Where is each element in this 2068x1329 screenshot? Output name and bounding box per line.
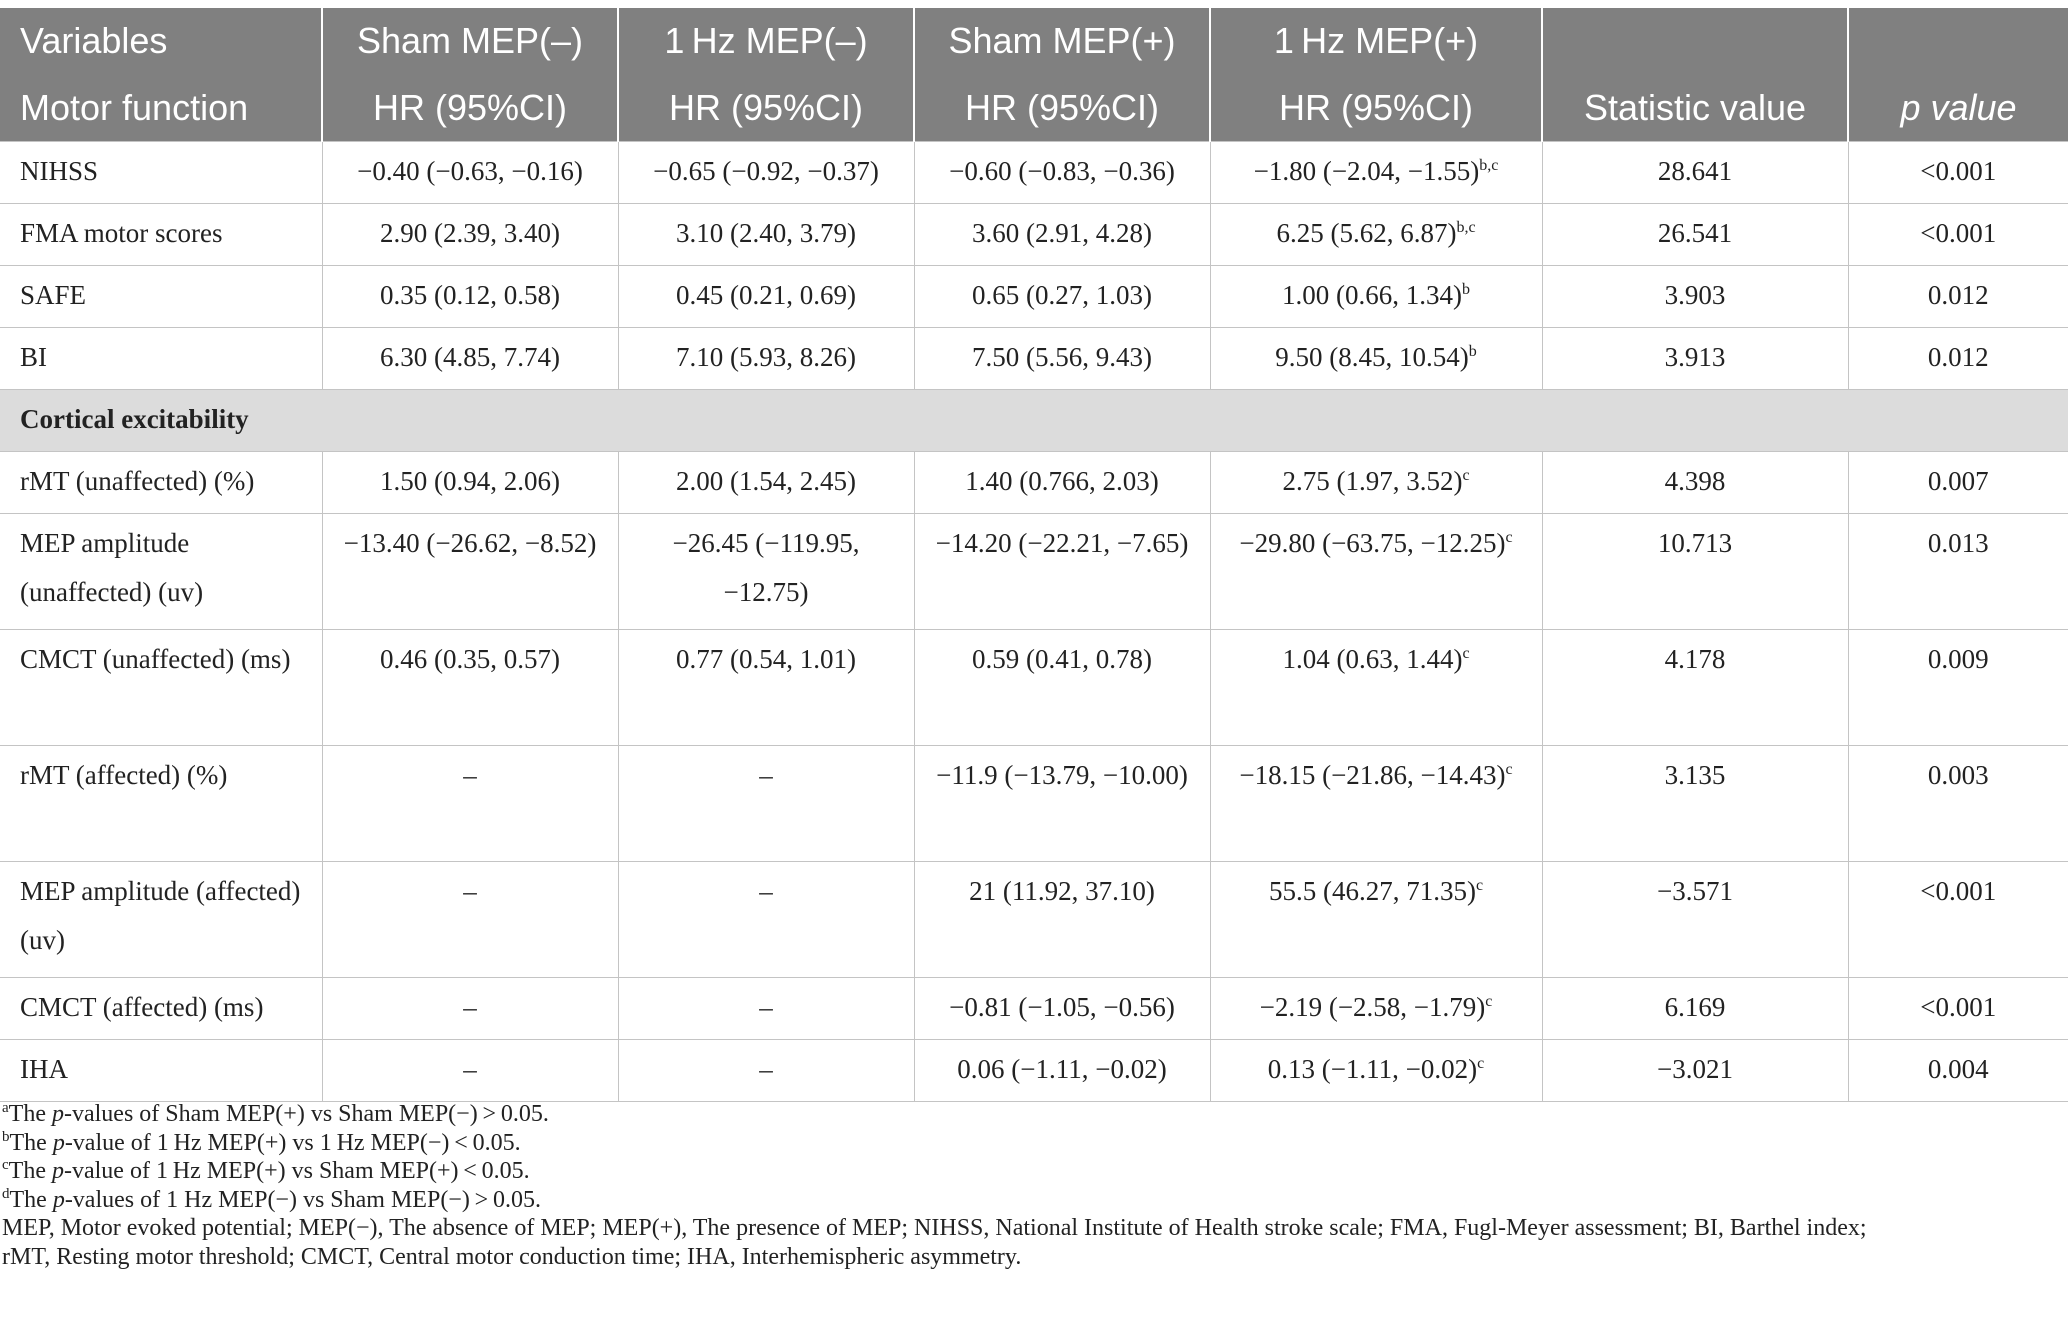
hr-cell: 21 (11.92, 37.10) — [914, 862, 1210, 978]
row-label: rMT (affected) (%) — [0, 746, 322, 862]
footnote — [2, 1186, 2062, 1215]
hr-cell: 3.60 (2.91, 4.28) — [914, 204, 1210, 266]
hr-cell: – — [322, 746, 618, 862]
abbreviations-line: rMT, Resting motor threshold; CMCT, Central motor conduction time; IHA, Interhemispheric asymmetry. — [2, 1243, 1022, 1270]
table-body — [0, 142, 2068, 1102]
footnote — [2, 1129, 2062, 1158]
header-hr-ci: HR (95%CI) — [1210, 74, 1542, 142]
statistic-cell: −3.571 — [1542, 862, 1848, 978]
footnote-italic: p — [52, 1186, 65, 1213]
footnote-mark: c — [2, 1157, 9, 1173]
hr-cell: – — [618, 746, 914, 862]
header-hr-ci: HR (95%CI) — [322, 74, 618, 142]
header-hr-ci: HR (95%CI) — [618, 74, 914, 142]
table-row — [0, 978, 2068, 1040]
p-value-cell: 0.013 — [1848, 514, 2068, 630]
hr-value: 1.04 (0.63, 1.44) — [1282, 644, 1463, 674]
hr-cell: 0.06 (−1.11, −0.02) — [914, 1040, 1210, 1102]
hr-cell — [1210, 142, 1542, 204]
statistic-cell: 3.135 — [1542, 746, 1848, 862]
hr-cell: 7.50 (5.56, 9.43) — [914, 328, 1210, 390]
header-sham-mep-neg: Sham MEP(–) — [322, 8, 618, 74]
footnote-text: -value of 1 Hz MEP(+) vs Sham MEP(+) < 0.05. — [63, 1158, 530, 1184]
hr-cell — [1210, 978, 1542, 1040]
hr-cell: −11.9 (−13.79, −10.00) — [914, 746, 1210, 862]
footnote — [2, 1100, 2062, 1129]
p-value-cell: 0.003 — [1848, 746, 2068, 862]
statistic-cell: 10.713 — [1542, 514, 1848, 630]
footnote-text: -values of Sham MEP(+) vs Sham MEP(−) > 0.05. — [63, 1101, 549, 1127]
hr-cell: 1.40 (0.766, 2.03) — [914, 452, 1210, 514]
table-row — [0, 1040, 2068, 1102]
hr-cell: −26.45 (−119.95, −12.75) — [618, 514, 914, 630]
hr-cell: 0.35 (0.12, 0.58) — [322, 266, 618, 328]
footnote-italic: p — [52, 1129, 65, 1156]
hr-value: 0.13 (−1.11, −0.02) — [1267, 1054, 1478, 1084]
header-row-2 — [0, 74, 2068, 142]
hr-cell: 0.77 (0.54, 1.01) — [618, 630, 914, 746]
hr-cell: 6.30 (4.85, 7.74) — [322, 328, 618, 390]
hr-value: −2.19 (−2.58, −1.79) — [1259, 992, 1486, 1022]
statistic-cell: 3.903 — [1542, 266, 1848, 328]
statistic-cell: 6.169 — [1542, 978, 1848, 1040]
footnote-text: The — [8, 1158, 52, 1184]
row-label: rMT (unaffected) (%) — [0, 452, 322, 514]
significance-mark: b,c — [1456, 219, 1476, 236]
hr-cell: – — [618, 978, 914, 1040]
table-row — [0, 328, 2068, 390]
row-label: MEP amplitude (affected) (uv) — [0, 862, 322, 978]
p-value-cell: 0.009 — [1848, 630, 2068, 746]
row-label: MEP amplitude (unaffected) (uv) — [0, 514, 322, 630]
hr-cell: – — [322, 1040, 618, 1102]
hr-cell — [1210, 862, 1542, 978]
p-value-cell: 0.012 — [1848, 328, 2068, 390]
statistic-cell: 4.178 — [1542, 630, 1848, 746]
hr-cell: 0.59 (0.41, 0.78) — [914, 630, 1210, 746]
header-motor-function: Motor function — [0, 74, 322, 142]
footnote-text: -value of 1 Hz MEP(+) vs 1 Hz MEP(−) < 0.05. — [64, 1129, 521, 1156]
p-value-cell: <0.001 — [1848, 862, 2068, 978]
p-value-cell: <0.001 — [1848, 204, 2068, 266]
section-row — [0, 390, 2068, 452]
results-table — [0, 8, 2068, 1102]
hr-cell — [1210, 1040, 1542, 1102]
table-row — [0, 862, 2068, 978]
hr-value: −18.15 (−21.86, −14.43) — [1239, 760, 1506, 790]
hr-cell: – — [322, 978, 618, 1040]
significance-mark: b — [1468, 343, 1477, 360]
hr-cell: 3.10 (2.40, 3.79) — [618, 204, 914, 266]
statistic-cell: 4.398 — [1542, 452, 1848, 514]
hr-value: 6.25 (5.62, 6.87) — [1276, 218, 1457, 248]
footnote-mark: d — [2, 1185, 10, 1202]
hr-cell: −0.81 (−1.05, −0.56) — [914, 978, 1210, 1040]
table-row — [0, 452, 2068, 514]
significance-mark: c — [1475, 877, 1484, 894]
header-blank-p — [1848, 8, 2068, 74]
table-row — [0, 514, 2068, 630]
footnote-text: The — [9, 1186, 53, 1213]
header-statistic-value: Statistic value — [1542, 74, 1848, 142]
p-value-cell: <0.001 — [1848, 142, 2068, 204]
row-label: BI — [0, 328, 322, 390]
hr-cell — [1210, 746, 1542, 862]
hr-cell: 0.65 (0.27, 1.03) — [914, 266, 1210, 328]
statistic-cell: 26.541 — [1542, 204, 1848, 266]
hr-cell: – — [618, 862, 914, 978]
header-hr-ci: HR (95%CI) — [914, 74, 1210, 142]
footnote-mark: b — [2, 1128, 10, 1145]
footnote-italic: p — [51, 1158, 64, 1184]
header-blank-stat — [1542, 8, 1848, 74]
hr-value: 2.75 (1.97, 3.52) — [1282, 466, 1463, 496]
hr-value: 55.5 (46.27, 71.35) — [1268, 876, 1476, 906]
p-value-cell: <0.001 — [1848, 978, 2068, 1040]
hr-cell: – — [618, 1040, 914, 1102]
statistic-cell: 3.913 — [1542, 328, 1848, 390]
hr-cell — [1210, 204, 1542, 266]
header-p-value — [1848, 74, 2068, 142]
hr-cell: – — [322, 862, 618, 978]
hr-cell — [1210, 328, 1542, 390]
significance-mark: c — [1462, 467, 1470, 484]
row-label: FMA motor scores — [0, 204, 322, 266]
header-sham-mep-pos: Sham MEP(+) — [914, 8, 1210, 74]
hr-cell: −13.40 (−26.62, −8.52) — [322, 514, 618, 630]
header-1hz-mep-pos: 1 Hz MEP(+) — [1210, 8, 1542, 74]
row-label: SAFE — [0, 266, 322, 328]
table-row — [0, 746, 2068, 862]
p-value-cell: 0.012 — [1848, 266, 2068, 328]
hr-cell: −14.20 (−22.21, −7.65) — [914, 514, 1210, 630]
hr-value: 1.00 (0.66, 1.34) — [1282, 280, 1462, 310]
footnote-text: -values of 1 Hz MEP(−) vs Sham MEP(−) > 0.05. — [64, 1186, 541, 1213]
header-variables: Variables — [0, 8, 322, 74]
hr-cell — [1210, 452, 1542, 514]
header-p-italic: p value — [1900, 86, 2017, 128]
hr-cell: 2.00 (1.54, 2.45) — [618, 452, 914, 514]
p-value-cell: 0.007 — [1848, 452, 2068, 514]
significance-mark: b,c — [1479, 157, 1499, 174]
table-row — [0, 204, 2068, 266]
table-row — [0, 630, 2068, 746]
hr-cell: −0.60 (−0.83, −0.36) — [914, 142, 1210, 204]
hr-cell: −0.65 (−0.92, −0.37) — [618, 142, 914, 204]
footnote-text: The — [9, 1129, 53, 1156]
footnote — [2, 1157, 2062, 1186]
row-label: CMCT (unaffected) (ms) — [0, 630, 322, 746]
hr-cell: −0.40 (−0.63, −0.16) — [322, 142, 618, 204]
hr-value: −1.80 (−2.04, −1.55) — [1253, 156, 1480, 186]
table-footnotes — [2, 1100, 2062, 1271]
significance-mark: c — [1505, 529, 1513, 546]
footnote-italic: p — [51, 1101, 64, 1127]
significance-mark: c — [1505, 761, 1513, 778]
table-header — [0, 8, 2068, 142]
hr-value: 9.50 (8.45, 10.54) — [1275, 342, 1469, 372]
significance-mark: c — [1485, 993, 1493, 1010]
p-value-cell: 0.004 — [1848, 1040, 2068, 1102]
hr-cell: 0.45 (0.21, 0.69) — [618, 266, 914, 328]
row-label: IHA — [0, 1040, 322, 1102]
section-label: Cortical excitability — [0, 390, 2068, 452]
footnote-text: The — [8, 1101, 52, 1127]
header-1hz-mep-neg: 1 Hz MEP(–) — [618, 8, 914, 74]
table-row — [0, 142, 2068, 204]
hr-cell: 1.50 (0.94, 2.06) — [322, 452, 618, 514]
hr-cell: 7.10 (5.93, 8.26) — [618, 328, 914, 390]
hr-value: −29.80 (−63.75, −12.25) — [1239, 528, 1506, 558]
row-label: CMCT (affected) (ms) — [0, 978, 322, 1040]
statistic-cell: 28.641 — [1542, 142, 1848, 204]
hr-cell: 0.46 (0.35, 0.57) — [322, 630, 618, 746]
hr-cell — [1210, 266, 1542, 328]
hr-cell — [1210, 514, 1542, 630]
statistic-cell: −3.021 — [1542, 1040, 1848, 1102]
abbreviations-line: MEP, Motor evoked potential; MEP(−), The absence of MEP; MEP(+), The presence of MEP; NIHSS, National Institute of Health stroke scale; FMA, Fugl-Meyer assessment; BI, Barthel index; — [2, 1215, 1867, 1241]
significance-mark: c — [1477, 1055, 1485, 1072]
hr-cell: 2.90 (2.39, 3.40) — [322, 204, 618, 266]
row-label: NIHSS — [0, 142, 322, 204]
hr-cell — [1210, 630, 1542, 746]
footnote-mark: a — [2, 1100, 9, 1116]
significance-mark: b — [1461, 281, 1470, 298]
significance-mark: c — [1462, 645, 1470, 662]
table-row — [0, 266, 2068, 328]
header-row-1 — [0, 8, 2068, 74]
